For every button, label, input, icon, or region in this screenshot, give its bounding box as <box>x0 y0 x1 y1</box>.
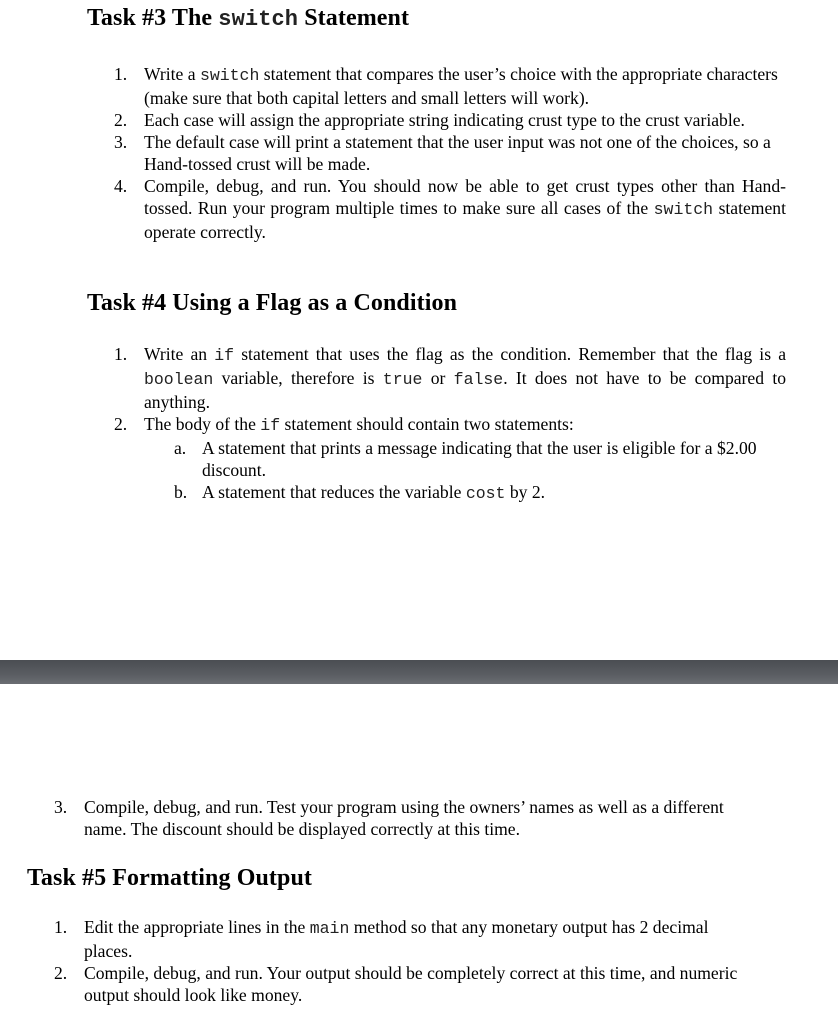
list-item: 2. The body of the if statement should contain two statements: a. A statement that prints a message indicating that the user is eligible for a $2.00 discount. b. A statement that reduces the variable cost by 2. <box>144 413 786 505</box>
task3-heading: Task #3 The switch Statement <box>87 5 410 32</box>
task3-list <box>114 63 786 243</box>
task4-sublist <box>144 437 786 505</box>
list-item: 1. Edit the appropriate lines in the main method so that any monetary output has 2 decimal places. <box>54 917 709 961</box>
list-item: 4. Compile, debug, and run. You should now be able to get crust types other than Hand-tossed. Run your program multiple times to make sure all cases of the switch statement operate correctly. <box>114 176 786 242</box>
list-item: 3. Compile, debug, and run. Test your program using the owners’ names as well as a different name. The discount should be displayed correctly at this time. <box>54 797 724 839</box>
task4-list <box>114 343 787 505</box>
list-item: 1. Write an if statement that uses the flag as the condition. Remember that the flag is a boolean variable, therefore is true or false. It does not have to be compared to anything. <box>114 344 787 412</box>
list-item: 3. The default case will print a statement that the user input was not one of the choices, so a Hand-tossed crust will be made. <box>114 132 771 174</box>
task5-heading: Task #5 Formatting Output <box>27 865 312 891</box>
task5-list <box>54 916 744 1006</box>
document-page-lower <box>0 684 838 1024</box>
sub-list-item: b. A statement that reduces the variable cost by 2. <box>174 482 546 503</box>
task4-heading: Task #4 Using a Flag as a Condition <box>87 290 458 316</box>
sub-list-item: a. A statement that prints a message indicating that the user is eligible for a $2.00 discount. <box>174 438 757 480</box>
task4-list-continued <box>54 796 744 840</box>
list-item: 1. Write a switch statement that compares the user’s choice with the appropriate characters (make sure that both capital letters and small letters will work). <box>114 64 778 108</box>
page-separator <box>0 660 838 684</box>
list-item: 2. Compile, debug, and run. Your output should be completely correct at this time, and numeric output should look like money. <box>54 963 738 1005</box>
list-item: 2. Each case will assign the appropriate string indicating crust type to the crust variable. <box>114 110 745 130</box>
